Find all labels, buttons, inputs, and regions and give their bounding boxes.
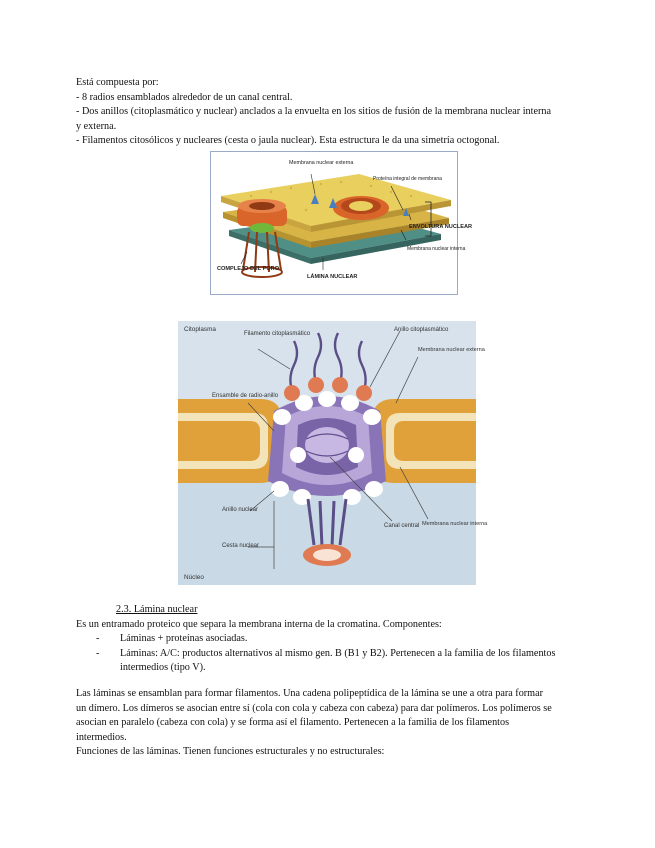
intro-line: - Filamentos citosólicos y nucleares (cesta o jaula nuclear). Esta estructura le da una simetría octogonal. <box>76 135 500 147</box>
section-lamina <box>76 603 581 676</box>
label-inner-membrane-fig2: Membrana nuclear interna <box>422 521 488 527</box>
figure-nuclear-envelope <box>210 151 473 295</box>
label-pore-complex: COMPLEJO DEL PORO <box>217 266 280 272</box>
paragraph-line: intermedios. <box>76 731 127 743</box>
label-inner-membrane: Membrana nuclear interna <box>407 246 466 252</box>
pore-complex-right <box>333 196 389 220</box>
label-lamina: LÁMINA NUCLEAR <box>307 274 358 280</box>
envelope-left <box>178 399 282 483</box>
bullet-text: Láminas + proteínas asociadas. <box>120 633 248 645</box>
envelope-right <box>372 399 476 483</box>
label-cyto-filament: Filamento citoplasmático <box>244 331 311 337</box>
intro-line: - Dos anillos (citoplasmático y nuclear) anclados a la envuelta en los sitios de fusión de la membrana nuclear interna <box>76 106 551 118</box>
nuclear-pore-illustration <box>178 321 488 585</box>
nuclear-envelope-illustration <box>211 152 473 294</box>
label-outer-membrane: Membrana nuclear externa <box>289 160 354 166</box>
label-nuclear-basket: Cesta nuclear <box>222 543 260 549</box>
label-central-channel: Canal central <box>384 523 420 529</box>
paragraph-line: Las láminas se ensamblan para formar filamentos. Una cadena polipeptídica de la lámina se une a otra para formar <box>76 688 544 699</box>
intro-line: - 8 radios ensamblados alrededor de un canal central. <box>76 91 293 103</box>
label-nucleus: Núcleo <box>184 574 204 581</box>
label-envelope: ENVOLTURA NUCLEAR <box>409 224 473 230</box>
label-nuclear-ring: Anillo nuclear <box>222 507 259 513</box>
label-spoke-assembly: Ensamble de radio-anillo <box>212 393 279 399</box>
label-cytoplasm: Citoplasma <box>184 326 216 333</box>
list-item: - Láminas: A/C: productos alternativos al mismo gen. B (B1 y B2). Pertenecen a la familia de los filamentos intermedios (tipo V). <box>76 647 581 676</box>
section-intro: Es un entramado proteico que separa la membrana interna de la cromatina. Componentes: <box>76 618 442 630</box>
intro-text <box>76 76 581 149</box>
label-cyto-ring: Anillo citoplasmático <box>394 327 449 333</box>
paragraph-line: un dímero. Los dímeros se asocian entre sí (cola con cola y cabeza con cabeza) para dar polímeros. Los polímeros se <box>76 702 552 714</box>
intro-line: Está compuesta por: <box>76 77 159 88</box>
section-heading: 2.3. Lámina nuclear <box>116 604 198 615</box>
lamina-paragraph <box>76 687 581 760</box>
bullet-text: Láminas: A/C: productos alternativos al mismo gen. B (B1 y B2). Pertenecen a la familia de los filamentos intermedios (tipo V). <box>120 647 556 674</box>
paragraph-line: Funciones de las láminas. Tienen funciones estructurales y no estructurales: <box>76 746 385 758</box>
list-item: - Láminas + proteínas asociadas. <box>76 632 581 647</box>
intro-line: y externa. <box>76 120 117 132</box>
label-outer-membrane-fig2: Membrana nuclear externa <box>418 347 485 353</box>
paragraph-line: asocian en paralelo (cabeza con cola) y se forma así el filamento. Pertenecen a la familia de los filamentos <box>76 717 510 729</box>
label-integral-protein: Proteína integral de membrana <box>373 176 442 182</box>
figure-nuclear-pore <box>178 321 488 585</box>
